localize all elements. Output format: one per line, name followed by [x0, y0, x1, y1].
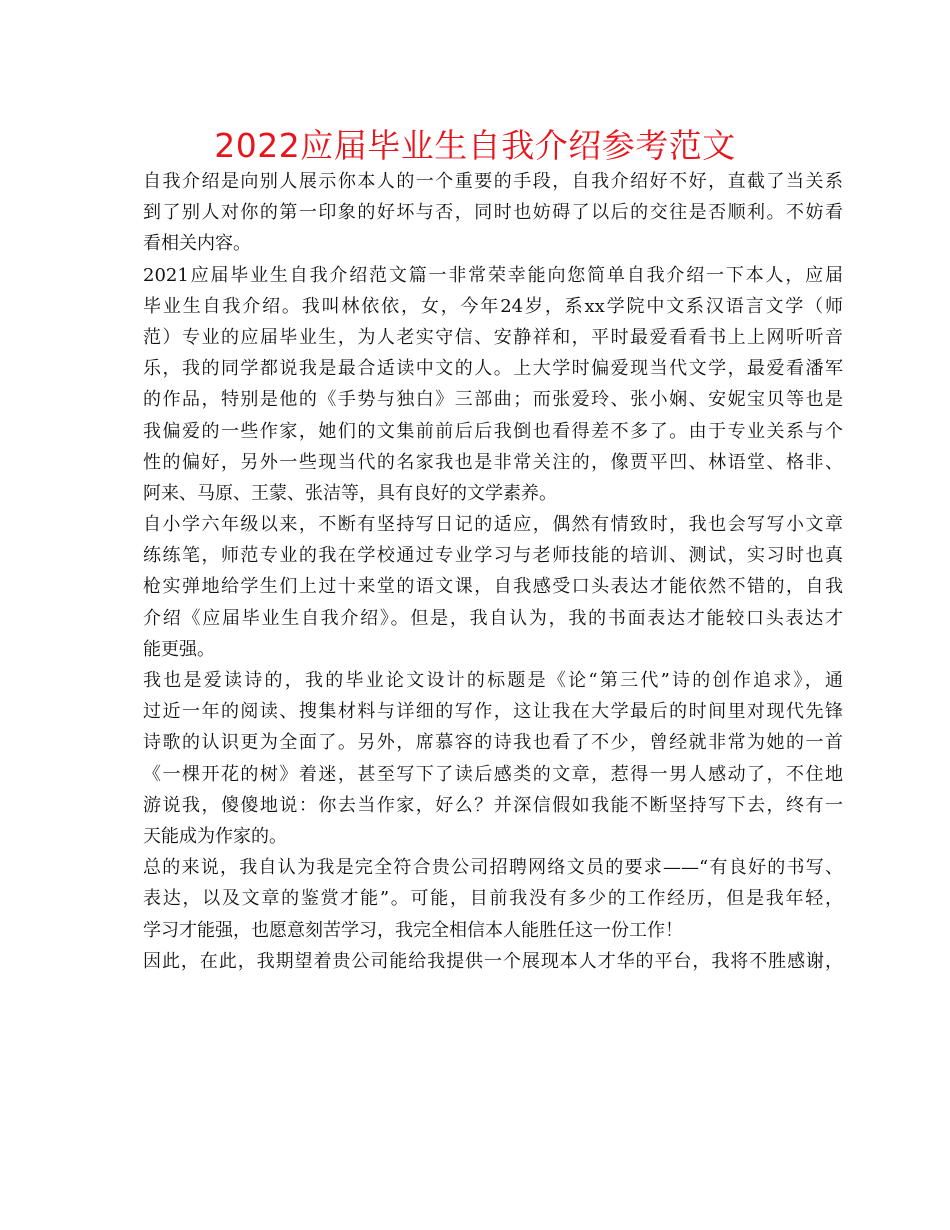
text-line: 诗歌的认识更为全面了。另外，席慕容的诗我也看了不少，曾经就非常为她的一首	[143, 732, 843, 754]
text-line: 到了别人对你的第一印象的好坏与否，同时也妨碍了以后的交往是否顺利。不妨看	[143, 202, 843, 224]
text-line: 《一棵开花的树》着迷，甚至写下了读后感类的文章，惹得一男人感动了，不住地	[143, 763, 843, 785]
text-line: 我偏爱的一些作家，她们的文集前前后后我倒也看得差不多了。由于专业关系与个	[143, 420, 843, 442]
text-line: 天能成为作家的。	[143, 825, 287, 847]
text-line: 自小学六年级以来，不断有坚持写日记的适应，偶然有情致时，我也会写写小文章	[143, 514, 843, 536]
text-line: 我也是爱读诗的，我的毕业论文设计的标题是《论“第三代”诗的创作追求》，通	[143, 670, 843, 691]
text-line: 毕业生自我介绍。我叫林依依，女，今年24岁，系xx学院中文系汉语言文学（师	[143, 295, 843, 317]
text-line: 能更强。	[143, 638, 215, 660]
document-body	[143, 166, 843, 977]
text-line: 练练笔，师范专业的我在学校通过专业学习与老师技能的培训、测试，实习时也真	[143, 545, 843, 567]
text-line: 性的偏好，另外一些现当代的名家我也是非常关注的，像贾平凹、林语堂、格非、	[143, 451, 843, 473]
text-line: 阿来、马原、王蒙、张洁等，具有良好的文学素养。	[143, 482, 557, 504]
text-line: 因此，在此，我期望着贵公司能给我提供一个展现本人才华的平台，我将不胜感谢，	[143, 950, 843, 972]
text-line: 过近一年的阅读、搜集材料与详细的写作，这让我在大学最后的时间里对现代先锋	[143, 701, 843, 723]
text-line: 介绍《应届毕业生自我介绍》。但是，我自认为，我的书面表达才能较口头表达才	[143, 607, 843, 629]
text-line: 自我介绍是向别人展示你本人的一个重要的手段，自我介绍好不好，直截了当关系	[143, 171, 843, 192]
text-line: 总的来说，我自认为我是完全符合贵公司招聘网络文员的要求——“有良好的书写、	[143, 857, 843, 879]
text-line: 的作品，特别是他的《手势与独白》三部曲；而张爱玲、张小娴、安妮宝贝等也是	[143, 389, 843, 411]
text-line: 看相关内容。	[143, 233, 251, 255]
text-line: 2021应届毕业生自我介绍范文篇一非常荣幸能向您简单自我介绍一下本人，应届	[143, 264, 843, 286]
text-line: 乐，我的同学都说我是最合适读中文的人。上大学时偏爱现当代文学，最爱看潘军	[143, 358, 843, 380]
text-line: 枪实弹地给学生们上过十来堂的语文课，自我感受口头表达才能依然不错的，自我	[143, 576, 843, 598]
text-line: 范）专业的应届毕业生，为人老实守信、安静祥和，平时最爱看看书上上网听听音	[143, 326, 843, 348]
text-line: 学习才能强，也愿意刻苦学习，我完全相信本人能胜任这一份工作！	[143, 919, 683, 941]
document-title: 2022应届毕业生自我介绍参考范文	[214, 126, 736, 165]
text-line: 游说我，傻傻地说：你去当作家，好么？并深信假如我能不断坚持写下去，终有一	[143, 794, 843, 816]
text-line: 表达，以及文章的鉴赏才能”。可能，目前我没有多少的工作经历，但是我年轻，	[143, 888, 843, 910]
